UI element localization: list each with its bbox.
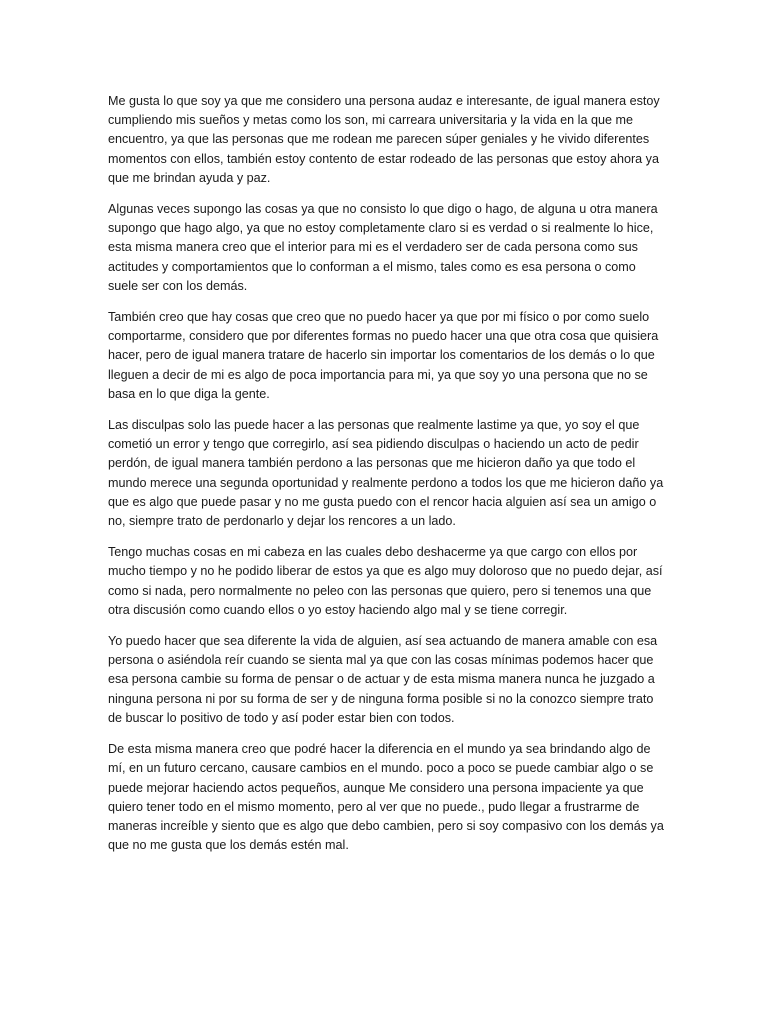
paragraph-2: Algunas veces supongo las cosas ya que no consisto lo que digo o hago, de alguna u otra manera supongo que hago algo, ya que no estoy completamente claro si es verdad o si realmente lo hice, esta misma manera creo que el interior para mi es el verdadero ser de cada persona como sus actitudes y comportamientos que lo conforman a el mismo, tales como es esa persona o como suele ser con los demás. (108, 202, 658, 293)
paragraph-6: Yo puedo hacer que sea diferente la vida de alguien, así sea actuando de manera amable con esa persona o asiéndola reír cuando se sienta mal ya que con las cosas mínimas podemos hacer que esa persona cambie su forma de pensar o de actuar y de esta misma manera nunca he juzgado a ninguna persona ni por su forma de ser y de ninguna forma posible si no la conozco siempre trato de buscar lo positivo de todo y así poder estar bien con todos. (108, 634, 658, 725)
paragraph-4: Las disculpas solo las puede hacer a las personas que realmente lastime ya que, yo soy el que cometió un error y tengo que corregirlo, así sea pidiendo disculpas o haciendo un acto de pedir perdón, de igual manera también perdono a las personas que me hicieron daño ya que todo el mundo merece una segunda oportunidad y realmente perdono a todos los que me hicieron daño ya que es algo que puede pasar y no me gusta puedo con el rencor hacia alguien así sea un amigo o no, siempre trato de perdonarlo y dejar los rencores a un lado. (108, 418, 664, 529)
paragraph-5: Tengo muchas cosas en mi cabeza en las cuales debo deshacerme ya que cargo con ellos por mucho tiempo y no he podido liberar de estos ya que es algo muy doloroso que no puedo dejar, así como si nada, pero normalmente no peleo con las personas que quiero, pero si tenemos una que otra discusión como cuando ellos o yo estoy haciendo algo mal y se tiene corregir. (108, 545, 663, 617)
paragraph-3: También creo que hay cosas que creo que no puedo hacer ya que por mi físico o por como suelo comportarme, considero que por diferentes formas no puedo hacer una que otra cosa que quisiera hacer, pero de igual manera tratare de hacerlo sin importar los comentarios de los demás o lo que lleguen a decir de mi es algo de poca importancia para mi, ya que soy yo una persona que no se basa en lo que diga la gente. (108, 310, 659, 401)
document-page (108, 92, 664, 867)
paragraph-7: De esta misma manera creo que podré hacer la diferencia en el mundo ya sea brindando algo de mí, en un futuro cercano, causare cambios en el mundo. poco a poco se puede cambiar algo o se puede mejorar haciendo actos pequeños, aunque Me considero una persona impaciente ya que quiero tener todo en el mismo momento, pero al ver que no puede., pudo llegar a frustrarme de maneras increíble y siento que es algo que debo cambien, pero si soy compasivo con los demás ya que no me gusta que los demás estén mal. (108, 742, 664, 853)
paragraph-1: Me gusta lo que soy ya que me considero una persona audaz e interesante, de igual manera estoy cumpliendo mis sueños y metas como los son, mi carreara universitaria y la vida en la que me encuentro, ya que las personas que me rodean me parecen súper geniales y he vivido diferentes momentos con ellos, también estoy contento de estar rodeado de las personas que estoy ahora ya que me brindan ayuda y paz. (108, 94, 660, 185)
